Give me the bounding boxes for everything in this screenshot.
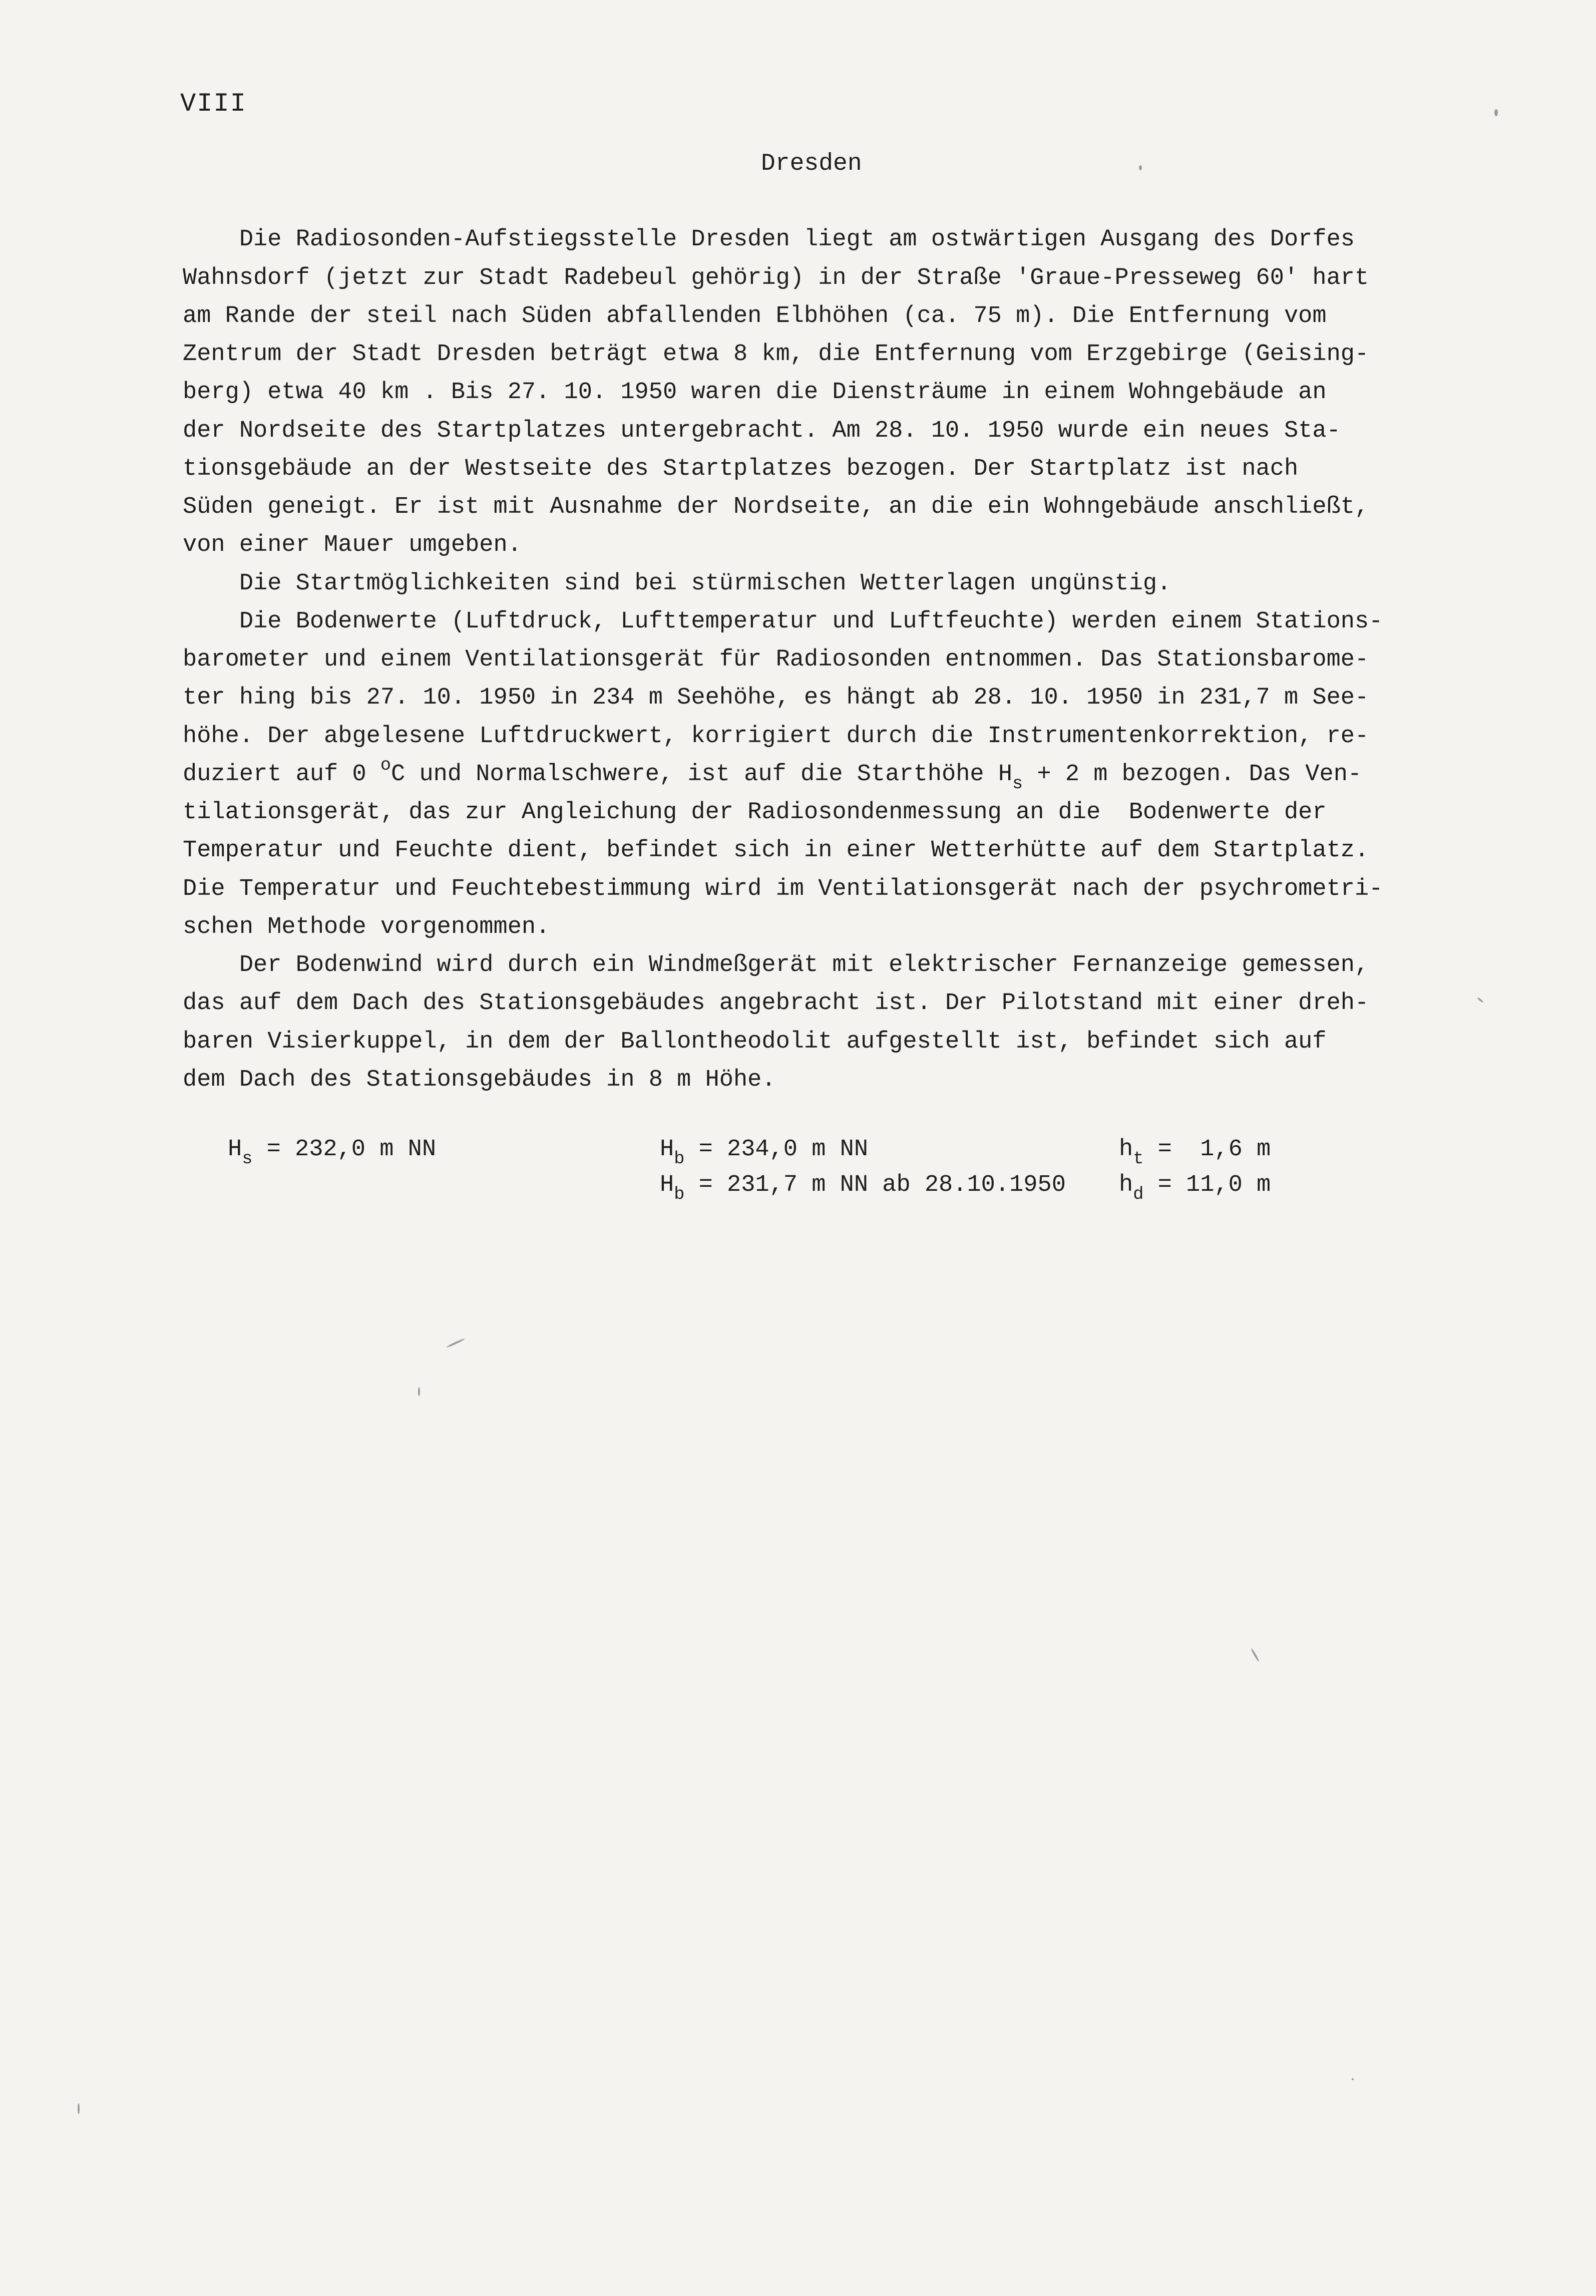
text-line: der Nordseite des Startplatzes untergebracht. Am 28. 10. 1950 wurde ein neues Sta- xyxy=(183,418,1341,444)
scan-speck xyxy=(1352,2078,1354,2080)
spec-hb-old xyxy=(660,1136,869,1169)
text-line: von einer Mauer umgeben. xyxy=(183,532,522,558)
spec-symbol: H xyxy=(228,1136,242,1163)
spec-hs xyxy=(228,1136,437,1169)
text-fragment: duziert auf 0 xyxy=(183,761,380,788)
text-line: am Rande der steil nach Süden abfallenden Elbhöhen (ca. 75 m). Die Entfernung vom xyxy=(183,303,1327,330)
scan-speck xyxy=(1494,109,1498,116)
text-line: das auf dem Dach des Stationsgebäudes angebracht ist. Der Pilotstand mit einer dreh- xyxy=(183,990,1369,1017)
text-line: Die Bodenwerte (Luftdruck, Lufttemperatur und Luftfeuchte) werden einem Stations- xyxy=(183,608,1383,635)
spec-value: = 1,6 m xyxy=(1143,1136,1271,1163)
scan-speck xyxy=(78,2103,80,2114)
text-line: berg) etwa 40 km . Bis 27. 10. 1950 waren die Diensträume in einem Wohngebäude an xyxy=(183,379,1327,406)
text-line: tilationsgerät, das zur Angleichung der Radiosondenmessung an die Bodenwerte der xyxy=(183,799,1327,826)
scan-speck xyxy=(1139,165,1142,170)
spec-subscript: b xyxy=(674,1184,685,1204)
text-line: tionsgebäude an der Westseite des Startplatzes bezogen. Der Startplatz ist nach xyxy=(183,456,1299,482)
spec-subscript: t xyxy=(1133,1148,1144,1169)
spec-subscript: s xyxy=(242,1148,253,1169)
degree-symbol: o xyxy=(380,755,391,775)
text-line: dem Dach des Stationsgebäudes in 8 m Höhe. xyxy=(183,1067,776,1093)
spec-subscript: d xyxy=(1133,1184,1144,1204)
text-line: ter hing bis 27. 10. 1950 in 234 m Seehöhe, es hängt ab 28. 10. 1950 in 231,7 m See- xyxy=(183,685,1369,711)
subscript: s xyxy=(1012,773,1023,794)
text-fragment: C und Normalschwere, ist auf die Starthöhe H xyxy=(391,761,1013,788)
spec-symbol: H xyxy=(660,1172,674,1198)
text-fragment: + 2 m bezogen. Das Ven- xyxy=(1023,761,1362,788)
scan-speck xyxy=(446,1338,465,1349)
page-title: Dresden xyxy=(761,150,862,177)
text-line: höhe. Der abgelesene Luftdruckwert, korrigiert durch die Instrumentenkorrektion, re- xyxy=(183,723,1369,750)
scan-speck xyxy=(418,1387,420,1396)
text-line: schen Methode vorgenommen. xyxy=(183,914,550,940)
text-line: Die Radiosonden-Aufstiegsstelle Dresden liegt am ostwärtigen Ausgang des Dorfes xyxy=(183,226,1355,253)
text-line: Die Startmöglichkeiten sind bei stürmischen Wetterlagen ungünstig. xyxy=(183,570,1171,597)
scan-speck xyxy=(1477,997,1483,1003)
text-line: barometer und einem Ventilationsgerät für Radiosonden entnommen. Das Stationsbarome- xyxy=(183,646,1369,673)
text-line: Zentrum der Stadt Dresden beträgt etwa 8 km, die Entfernung vom Erzgebirge (Geising- xyxy=(183,341,1369,368)
spec-value: = 11,0 m xyxy=(1143,1172,1271,1198)
spec-hd xyxy=(1119,1172,1271,1204)
spec-value: = 231,7 m NN ab 28.10.1950 xyxy=(684,1172,1066,1198)
text-line: Die Temperatur und Feuchtebestimmung wird im Ventilationsgerät nach der psychrometri- xyxy=(183,876,1383,902)
scan-speck xyxy=(1251,1648,1260,1662)
spec-symbol: h xyxy=(1119,1172,1133,1198)
spec-value: = 232,0 m NN xyxy=(252,1136,437,1163)
text-line-reduced xyxy=(183,755,1362,794)
spec-symbol: h xyxy=(1119,1136,1133,1163)
text-line: baren Visierkuppel, in dem der Ballontheodolit aufgestellt ist, befindet sich auf xyxy=(183,1029,1327,1055)
text-line: Wahnsdorf (jetzt zur Stadt Radebeul gehörig) in der Straße 'Graue-Presseweg 60' hart xyxy=(183,265,1369,291)
spec-symbol: H xyxy=(660,1136,674,1163)
text-line: Der Bodenwind wird durch ein Windmeßgerät mit elektrischer Fernanzeige gemessen, xyxy=(183,952,1369,978)
spec-ht xyxy=(1119,1136,1271,1169)
spec-value: = 234,0 m NN xyxy=(684,1136,869,1163)
spec-hb-new xyxy=(660,1172,1066,1204)
text-line: Temperatur und Feuchte dient, befindet sich in einer Wetterhütte auf dem Startplatz. xyxy=(183,837,1369,864)
page-number: VIII xyxy=(180,89,247,119)
spec-subscript: b xyxy=(674,1148,685,1169)
text-line: Süden geneigt. Er ist mit Ausnahme der Nordseite, an die ein Wohngebäude anschließt, xyxy=(183,494,1369,520)
